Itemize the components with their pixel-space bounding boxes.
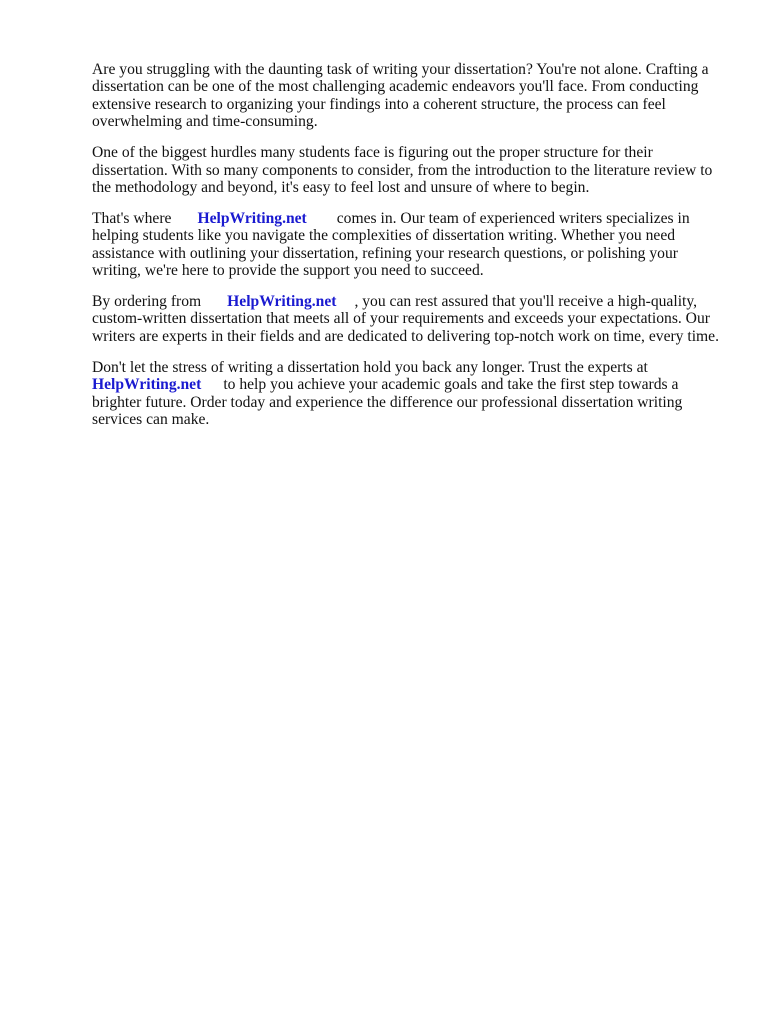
text-line <box>92 376 732 393</box>
text-line <box>92 293 732 310</box>
text-line: Don't let the stress of writing a dissertation hold you back any longer. Trust the experts at <box>92 358 648 376</box>
helpwriting-link[interactable]: HelpWriting.net <box>92 376 202 394</box>
text-line: writers are experts in their fields and are dedicated to delivering top-notch work on time, every time. <box>92 327 719 345</box>
document-body <box>92 61 732 442</box>
paragraph-service <box>92 210 732 280</box>
text-line: assistance with outlining your dissertation, refining your research questions, or polishing your <box>92 244 678 262</box>
helpwriting-link[interactable]: HelpWriting.net <box>197 209 307 227</box>
text-line: brighter future. Order today and experience the difference our professional dissertation writing <box>92 393 683 411</box>
text: That's where <box>92 209 172 227</box>
text: , you can rest assured that you'll receive a high-quality, <box>354 292 698 310</box>
text-line: extensive research to organizing your findings into a coherent structure, the process can feel <box>92 95 666 113</box>
text-line: One of the biggest hurdles many students face is figuring out the proper structure for their <box>92 144 653 162</box>
text-line: overwhelming and time-consuming. <box>92 113 318 131</box>
text-line: custom-written dissertation that meets all of your requirements and exceeds your expectations. Our <box>92 310 710 328</box>
text-line: Are you struggling with the daunting task of writing your dissertation? You're not alone. Crafting a <box>92 61 709 78</box>
paragraph-closing <box>92 359 732 429</box>
paragraph-structure <box>92 144 732 196</box>
text: By ordering from <box>92 292 202 310</box>
text-line: dissertation. With so many components to consider, from the introduction to the literature review to <box>92 161 713 179</box>
text: comes in. Our team of experienced writers specializes in <box>336 209 690 227</box>
text-line: helping students like you navigate the complexities of dissertation writing. Whether you need <box>92 227 676 245</box>
helpwriting-link[interactable]: HelpWriting.net <box>227 292 337 310</box>
text-line: writing, we're here to provide the support you need to succeed. <box>92 262 484 280</box>
text-line: services can make. <box>92 410 210 428</box>
text-line: the methodology and beyond, it's easy to feel lost and unsure of where to begin. <box>92 178 590 196</box>
text-line <box>92 210 732 227</box>
text-line: dissertation can be one of the most challenging academic endeavors you'll face. From conducting <box>92 78 699 96</box>
paragraph-intro <box>92 61 732 131</box>
text: to help you achieve your academic goals and take the first step towards a <box>223 376 679 394</box>
paragraph-ordering <box>92 293 732 345</box>
